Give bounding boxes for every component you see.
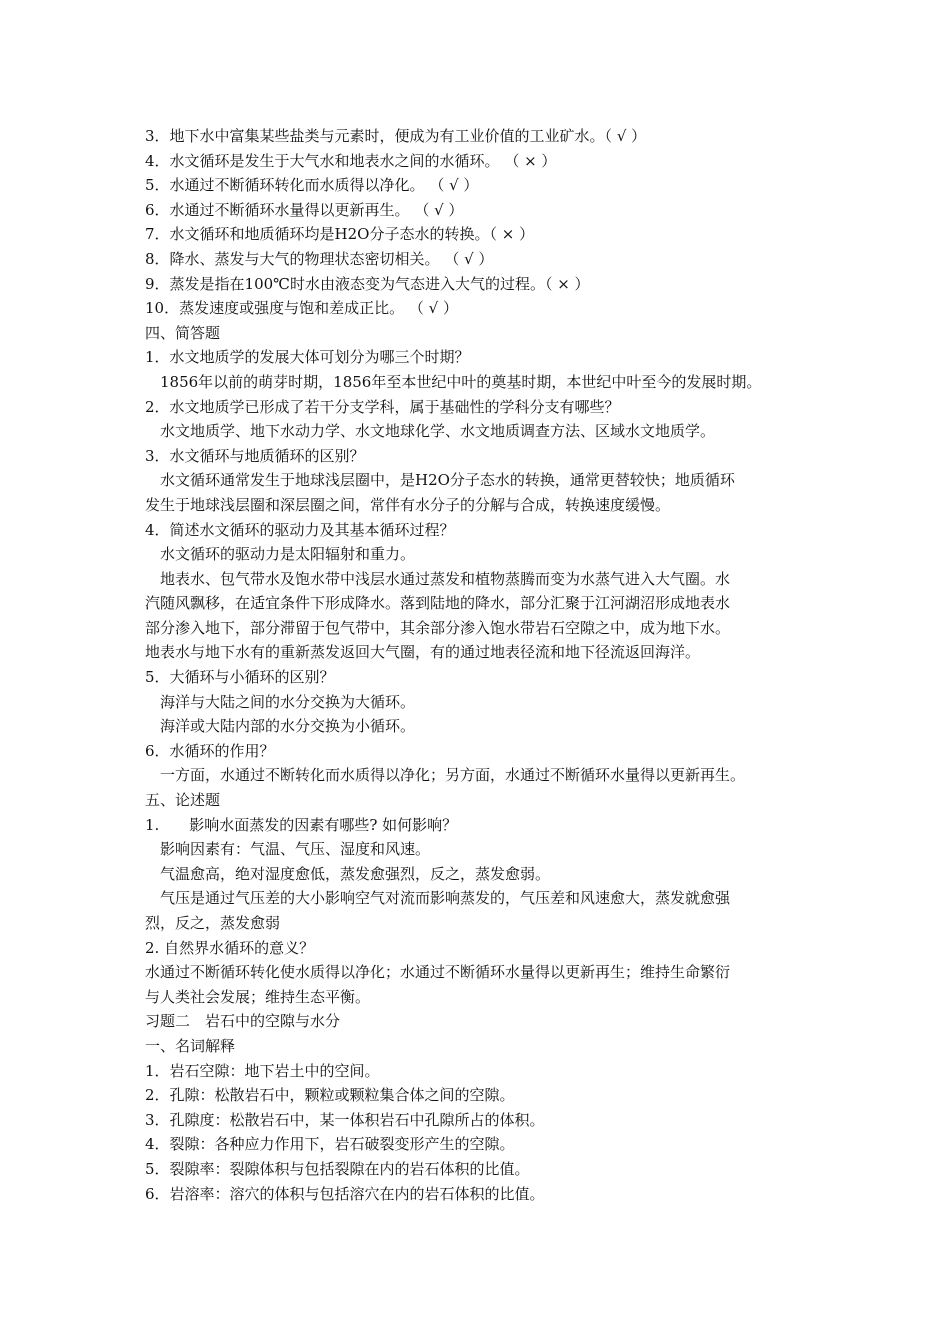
term-item: 1．岩石空隙：地下岩土中的空间。 <box>145 1061 380 1080</box>
answer-6: 一方面，水通过不断转化而水质得以净化；另方面，水通过不断循环水量得以更新再生。 <box>160 766 746 785</box>
exercise-2-title: 习题二 岩石中的空隙与水分 <box>145 1012 341 1031</box>
answer-4-line-4: 地表水与地下水有的重新蒸发返回大气圈，有的通过地表径流和地下径流返回海洋。 <box>145 643 701 662</box>
tf-item-7: 7．水文循环和地质循环均是H2O分子态水的转换。（ × ） <box>145 225 535 244</box>
answer-2: 水文地质学、地下水动力学、水文地球化学、水文地质调查方法、区域水文地质学。 <box>160 422 716 441</box>
question-6: 6．水循环的作用？ <box>145 741 275 760</box>
essay-answer-2-line-2: 与人类社会发展；维持生态平衡。 <box>145 987 371 1006</box>
tf-item-3: 3．地下水中富集某些盐类与元素时，便成为有工业价值的工业矿水。（ √ ） <box>145 127 647 145</box>
exercise-2-heading: 一、名词解释 <box>145 1036 236 1055</box>
answer-5-line-1: 海洋与大陆之间的水分交换为大循环。 <box>160 692 416 711</box>
answer-5-line-2: 海洋或大陆内部的水分交换为小循环。 <box>160 717 416 736</box>
question-5: 5．大循环与小循环的区别？ <box>145 668 335 687</box>
question-3: 3．水文循环与地质循环的区别？ <box>145 446 365 465</box>
term-item: 2．孔隙：松散岩石中，颗粒或颗粒集合体之间的空隙。 <box>145 1086 515 1105</box>
tf-item-9: 9．蒸发是指在100℃时水由液态变为气态进入大气的过程。（ × ） <box>145 274 590 293</box>
question-2: 2．水文地质学已形成了若干分支学科，属于基础性的学科分支有哪些？ <box>145 397 620 416</box>
answer-3-line-2: 发生于地球浅层圈和深层圈之间，常伴有水分子的分解与合成，转换速度缓慢。 <box>145 495 671 514</box>
term-item: 6．岩溶率：溶穴的体积与包括溶穴在内的岩石体积的比值。 <box>145 1184 545 1203</box>
essay-answer-1-line-2: 气温愈高，绝对湿度愈低，蒸发愈强烈，反之，蒸发愈弱。 <box>160 864 551 883</box>
tf-item-6: 6．水通过不断循环水量得以更新再生。 （ √ ） <box>145 200 464 219</box>
answer-1: 1856年以前的萌芽时期，1856年至本世纪中叶的奠基时期，本世纪中叶至今的发展时期。 <box>160 372 762 391</box>
essay-answer-1-line-1: 影响因素有：气温、气压、湿度和风速。 <box>160 840 431 859</box>
answer-4-line-3: 部分渗入地下，部分滞留于包气带中，其余部分渗入饱水带岩石空隙之中，成为地下水。 <box>145 618 731 637</box>
tf-item-5: 5．水通过不断循环转化而水质得以净化。 （ √ ） <box>145 176 479 195</box>
question-4: 4．简述水文循环的驱动力及其基本循环过程？ <box>145 520 455 539</box>
tf-item-10: 10．蒸发速度或强度与饱和差成正比。 （ √ ） <box>145 299 458 318</box>
essay-answer-1-line-3: 气压是通过气压差的大小影响空气对流而影响蒸发的，气压差和风速愈大，蒸发就愈强 <box>160 889 731 908</box>
answer-4-para-1: 水文循环的驱动力是太阳辐射和重力。 <box>160 545 416 564</box>
answer-4-line-2: 汽随风飘移，在适宜条件下形成降水。落到陆地的降水，部分汇聚于江河湖沼形成地表水 <box>145 594 731 613</box>
answer-4-line-1: 地表水、包气带水及饱水带中浅层水通过蒸发和植物蒸腾而变为水蒸气进入大气圈。水 <box>160 569 731 588</box>
tf-item-4: 4．水文循环是发生于大气水和地表水之间的水循环。 （ × ） <box>145 151 557 170</box>
document-page <box>145 124 817 1206</box>
essay-question-2: 2. 自然界水循环的意义？ <box>145 938 315 957</box>
section-heading-essay: 五、论述题 <box>145 791 221 810</box>
tf-item-8: 8．降水、蒸发与大气的物理状态密切相关。 （ √ ） <box>145 249 494 268</box>
essay-answer-2-line-1: 水通过不断循环转化使水质得以净化；水通过不断循环水量得以更新再生；维持生命繁衍 <box>145 963 731 982</box>
answer-3-line-1: 水文循环通常发生于地球浅层圈中，是H2O分子态水的转换，通常更替较快；地质循环 <box>160 471 735 490</box>
term-item: 5．裂隙率：裂隙体积与包括裂隙在内的岩石体积的比值。 <box>145 1159 530 1178</box>
essay-question-1: 1. 影响水面蒸发的因素有哪些? 如何影响？ <box>145 815 458 834</box>
question-1: 1．水文地质学的发展大体可划分为哪三个时期？ <box>145 348 470 367</box>
term-item: 4．裂隙：各种应力作用下，岩石破裂变形产生的空隙。 <box>145 1135 515 1154</box>
term-item: 3．孔隙度：松散岩石中，某一体积岩石中孔隙所占的体积。 <box>145 1110 545 1129</box>
section-heading-short-answer: 四、简答题 <box>145 323 221 342</box>
essay-answer-1-line-4: 烈，反之，蒸发愈弱 <box>145 914 281 932</box>
